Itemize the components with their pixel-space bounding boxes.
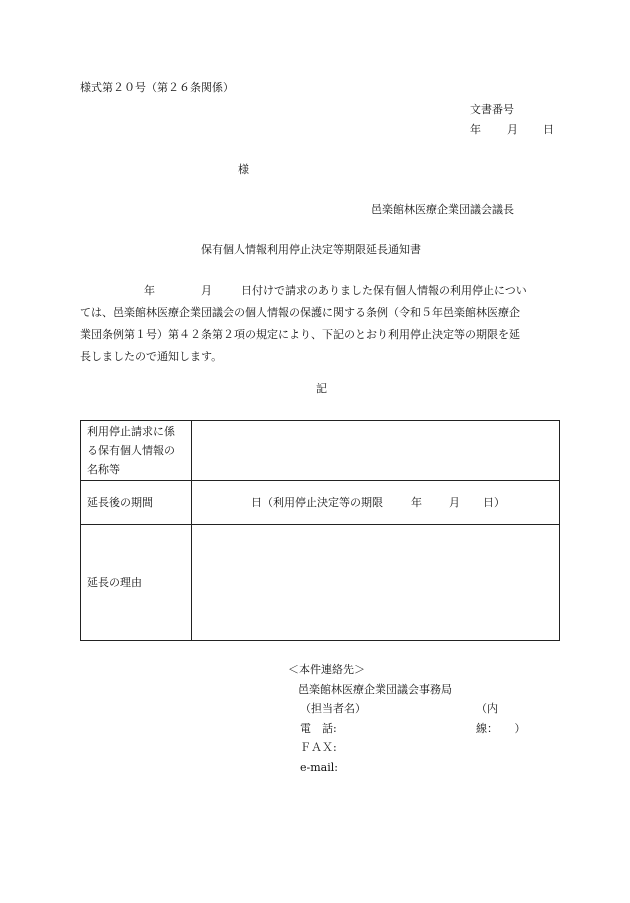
- body-line-3: 業団条例第１号）第４２条第２項の規定により、下記のとおり利用停止決定等の期限を延: [80, 328, 520, 341]
- row-value-reason: [192, 525, 560, 641]
- record-table: [80, 420, 560, 641]
- table-row: [81, 481, 560, 525]
- date-month: 月: [507, 123, 518, 136]
- row-label-name: 利用停止請求に係る保有個人情報の名称等: [81, 421, 192, 481]
- row-value-name: [192, 421, 560, 481]
- body-line-4: 長しましたので通知します。: [80, 350, 223, 363]
- contact-heading: ＜本件連絡先＞: [288, 663, 365, 676]
- contact-fax: ＦＡＸ:: [300, 741, 337, 754]
- contact-office: 邑楽館林医療企業団議会事務局: [298, 682, 452, 696]
- row-value-period: 日（利用停止決定等の期限 年 月 日）: [192, 481, 560, 525]
- row-label-period: 延長後の期間: [81, 481, 192, 525]
- document-title: 保有個人情報利用停止決定等期限延長通知書: [201, 243, 421, 256]
- form-number: 様式第２０号（第２６条関係）: [80, 81, 234, 94]
- table-row: [81, 421, 560, 481]
- table-row: [81, 525, 560, 641]
- contact-person: （担当者名）: [300, 702, 366, 715]
- date-year: 年: [470, 123, 481, 136]
- contact-block: [288, 660, 526, 777]
- date-day: 日: [543, 123, 554, 136]
- contact-email: e-mail:: [300, 760, 338, 774]
- sender-name: 邑楽館林医療企業団議会議長: [371, 203, 514, 216]
- addressee-suffix: 様: [238, 163, 249, 176]
- ki-heading: 記: [316, 382, 327, 395]
- body-paragraph: [80, 280, 552, 368]
- document-number-label: 文書番号: [470, 103, 514, 116]
- row-label-reason: 延長の理由: [81, 525, 192, 641]
- contact-phone: 電 話:: [300, 721, 337, 735]
- body-line-2: ては、邑楽館林医療企業団議会の個人情報の保護に関する条例（令和５年邑楽館林医療企: [80, 306, 520, 319]
- contact-extension: （内線： ）: [476, 702, 526, 735]
- body-line-1: 年 月 日付けで請求のありました保有個人情報の利用停止につい: [144, 284, 527, 297]
